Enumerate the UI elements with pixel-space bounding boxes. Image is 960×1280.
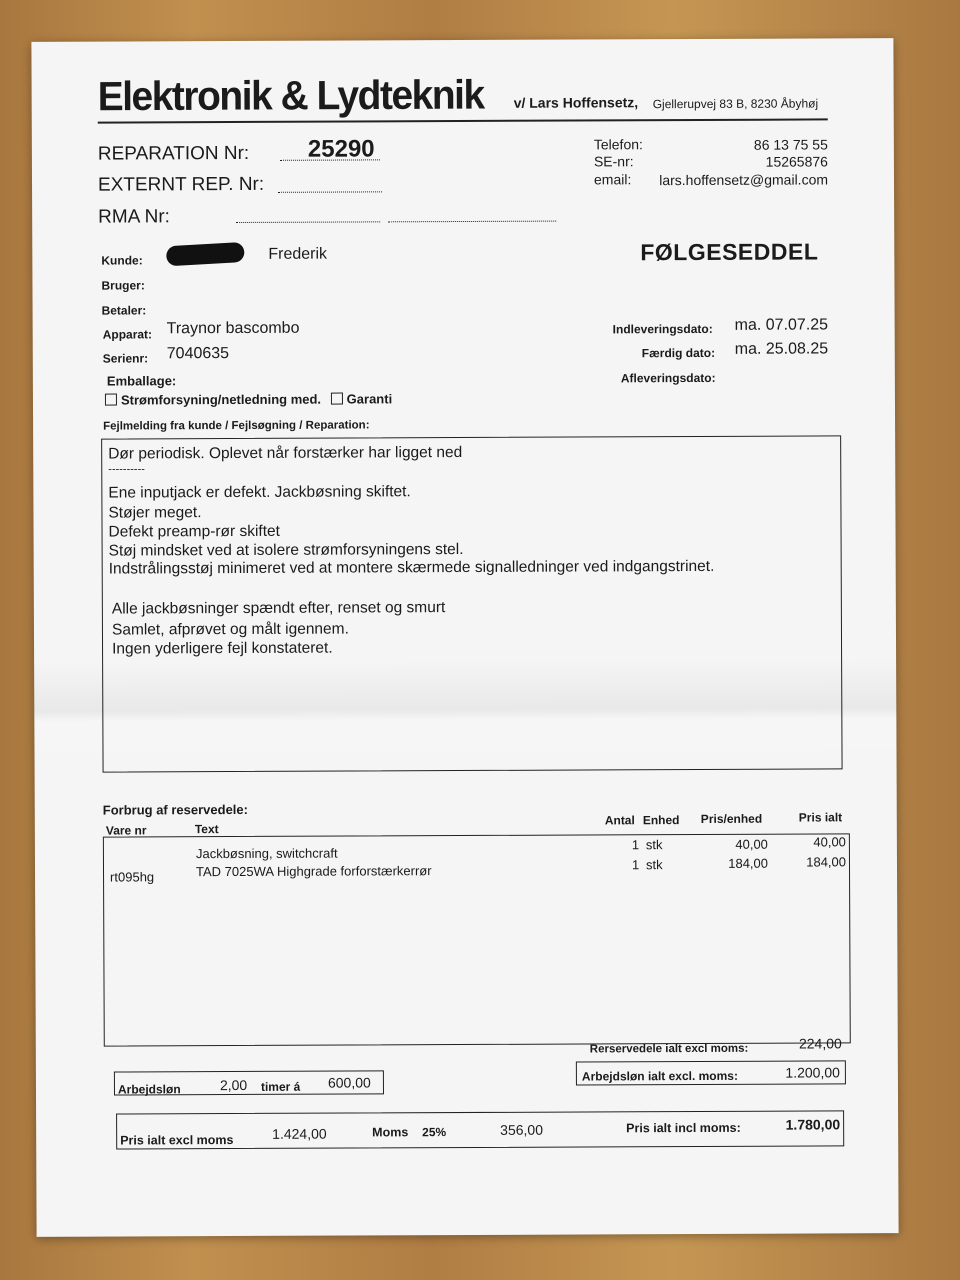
phone-label: Telefon: <box>593 136 643 153</box>
owner-name: v/ Lars Hoffensetz, <box>513 94 639 111</box>
part-text: Jackbøsning, switchcraft <box>195 845 338 862</box>
email-label: email: <box>593 171 632 188</box>
company-name: Elektronik & Lydteknik <box>97 72 484 120</box>
excl-label: Pris ialt excl moms <box>120 1133 234 1148</box>
stroemforsyning-label: Strømforsyning/netledning med. <box>120 391 322 408</box>
faerdig-value: ma. 25.08.25 <box>734 340 829 358</box>
betaler-label: Betaler: <box>101 303 147 318</box>
stroemforsyning-checkbox[interactable] <box>105 394 117 406</box>
incl-value: 1.780,00 <box>785 1116 841 1133</box>
col-antal: Antal <box>604 813 635 828</box>
ext-rep-field <box>278 174 382 192</box>
arbejdslon-total-label: Arbejdsløn ialt excl. moms: <box>581 1068 738 1084</box>
se-label: SE-nr: <box>593 153 634 170</box>
fejl-line: Indstrålingsstøj minimeret ved at montere skærmede signalledninger ved indgangstrinet. <box>108 557 715 578</box>
moms-pct: 25% <box>422 1125 447 1140</box>
part-pris: 184,00 <box>728 855 769 871</box>
reservedele-value: 224,00 <box>798 1035 842 1052</box>
apparat-label: Apparat: <box>102 327 153 342</box>
moms-label: Moms <box>372 1125 409 1140</box>
part-text: TAD 7025WA Highgrade forforstærkerrør <box>195 863 432 880</box>
part-enhed: stk <box>645 857 663 873</box>
part-antal: 1 <box>631 857 640 873</box>
kunde-label: Kunde: <box>101 253 143 268</box>
serienr-value: 7040635 <box>166 345 230 363</box>
part-ialt: 184,00 <box>806 854 847 870</box>
fejl-line: Støjer meget. <box>108 504 202 522</box>
email-value: lars.hoffensetz@gmail.com <box>659 171 829 189</box>
indlev-value: ma. 07.07.25 <box>734 316 829 334</box>
reservedele-label: Rerservedele ialt excl moms: <box>589 1042 749 1056</box>
fejl-line: ---------- <box>108 463 145 476</box>
excl-value: 1.424,00 <box>272 1125 327 1142</box>
fejl-box <box>101 435 842 772</box>
col-pris: Pris/enhed <box>700 811 763 826</box>
phone-value: 86 13 75 55 <box>753 136 828 153</box>
arbejdslon-total-value: 1.200,00 <box>785 1064 840 1081</box>
document-title: FØLGESEDDEL <box>640 238 819 266</box>
aflev-label: Afleveringsdato: <box>620 370 716 386</box>
rep-nr-value: 25290 <box>307 135 375 163</box>
emballage-label: Emballage: <box>106 373 177 389</box>
fejl-line: Defekt preamp-rør skiftet <box>108 522 280 541</box>
emballage-options <box>105 391 392 407</box>
indlev-label: Indleveringsdato: <box>612 321 713 337</box>
incl-label: Pris ialt incl moms: <box>626 1120 741 1136</box>
fejl-line: Ingen yderligere fejl konstateret. <box>112 639 333 658</box>
ext-rep-dots <box>278 175 382 192</box>
parts-table <box>103 833 851 1046</box>
company-address: Gjellerupvej 83 B, 8230 Åbyhøj <box>652 96 819 112</box>
col-enhed: Enhed <box>642 813 680 828</box>
delivery-note-paper <box>31 38 898 1237</box>
faerdig-label: Færdig dato: <box>641 345 716 361</box>
parts-title: Forbrug af reservedele: <box>102 801 248 818</box>
arbejdslon-label: Arbejdsløn <box>117 1082 181 1097</box>
part-enhed: stk <box>645 837 663 853</box>
fejl-line: Støj mindsket ved at isolere strømforsyningens stel. <box>108 541 464 560</box>
col-vare: Vare nr <box>105 823 147 838</box>
rma-label: RMA Nr: <box>98 206 170 228</box>
part-pris: 40,00 <box>735 836 768 852</box>
timer-value: 2,00 <box>219 1076 248 1094</box>
ext-rep-label: EXTERNT REP. Nr: <box>97 173 265 196</box>
kunde-value: Frederik <box>268 245 328 263</box>
fejl-line: Alle jackbøsninger spændt efter, renset og smurt <box>111 599 446 618</box>
fejl-label: Fejlmelding fra kunde / Fejlsøgning / Reparation: <box>103 419 370 433</box>
bruger-label: Bruger: <box>101 278 145 293</box>
serienr-label: Serienr: <box>102 351 149 366</box>
fejl-line: Dør periodisk. Oplevet når forstærker har ligget ned <box>108 444 463 463</box>
rma-dots-2 <box>389 205 557 223</box>
moms-value: 356,00 <box>500 1121 544 1138</box>
garanti-checkbox[interactable] <box>331 393 343 405</box>
timer-label: timer á <box>260 1079 301 1094</box>
apparat-value: Traynor bascombo <box>166 319 300 338</box>
part-ialt: 40,00 <box>813 834 846 850</box>
rep-nr-label: REPARATION Nr: <box>97 142 250 165</box>
rma-field <box>236 204 557 223</box>
col-text: Text <box>194 822 219 837</box>
se-value: 15265876 <box>765 153 828 170</box>
redacted-surname <box>166 242 245 266</box>
part-antal: 1 <box>631 837 640 853</box>
fejl-line: Samlet, afprøvet og målt igennem. <box>111 620 349 639</box>
part-vare: rt095hg <box>110 869 155 885</box>
garanti-label: Garanti <box>346 391 393 407</box>
rma-dots-1 <box>236 205 380 223</box>
timepris-value: 600,00 <box>327 1074 371 1091</box>
fejl-line: Ene inputjack er defekt. Jackbøsning skiftet. <box>108 483 411 502</box>
col-ialt: Pris ialt <box>798 810 843 825</box>
